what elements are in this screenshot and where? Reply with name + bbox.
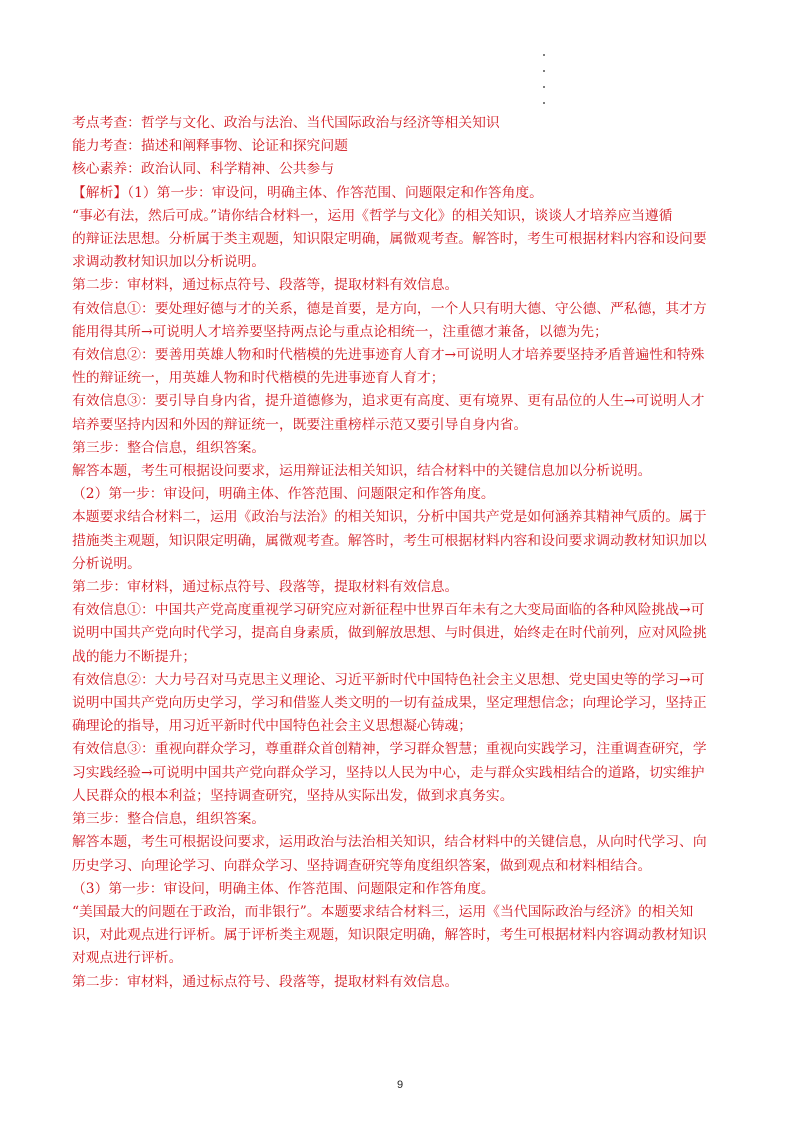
text-line: （2）第一步：审设问，明确主体、作答范围、问题限定和作答角度。 xyxy=(72,486,495,503)
text-line: 第二步：审材料，通过标点符号、段落等，提取材料有效信息。 xyxy=(72,973,459,990)
text-line: 的辩证法思想。分析属于类主观题，知识限定明确，属微观考查。解答时，考生可根据材料内容和设问要 xyxy=(72,231,707,248)
text-line: 【解析】（1）第一步：审设问，明确主体、作答范围、问题限定和作答角度。 xyxy=(72,184,543,201)
text-line: 分析说明。 xyxy=(72,555,141,572)
text-line: 培养要坚持内因和外因的辩证统一，既要注重榜样示范又要引导自身内省。 xyxy=(72,416,528,433)
text-line: 有效信息③：重视向群众学习，尊重群众首创精神，学习群众智慧；重视向实践学习，注重调查研究，学 xyxy=(72,741,707,758)
text-line: 考点考查：哲学与文化、政治与法治、当代国际政治与经济等相关知识 xyxy=(72,115,500,131)
text-line: 有效信息②：大力号召对马克思主义理论、习近平新时代中国特色社会主义思想、党史国史等的学习→可 xyxy=(72,671,705,688)
text-line: 有效信息③：要引导自身内省，提升道德修为，追求更有高度、更有境界、更有品位的人生→可说明人才 xyxy=(72,393,705,410)
text-line: 核心素养：政治认同、科学精神、公共参与 xyxy=(72,161,335,178)
text-line: 有效信息①：要处理好德与才的关系，德是首要，是方向，一个人只有明大德、守公德、严私德，其才方 xyxy=(72,300,707,317)
text-line: 习实践经验→可说明中国共产党向群众学习，坚持以人民为中心，走与群众实践相结合的道路，切实维护 xyxy=(72,764,705,781)
text-line: 本题要求结合材料二，运用《政治与法治》的相关知识，分析中国共产党是如何涵养其精神气质的。属于 xyxy=(72,509,707,526)
document-body xyxy=(72,112,732,994)
text-line: 能力考查：描述和阐释事物、论证和探究问题 xyxy=(72,138,348,155)
text-line: 第二步：审材料，通过标点符号、段落等，提取材料有效信息。 xyxy=(72,277,459,294)
header-dot-marks xyxy=(541,54,547,118)
text-line: （3）第一步：审设问，明确主体、作答范围、问题限定和作答角度。 xyxy=(72,880,495,897)
text-line: 战的能力不断提升； xyxy=(72,648,197,665)
text-line: 确理论的指导，用习近平新时代中国特色社会主义思想凝心铸魂； xyxy=(72,718,473,735)
text-line: 有效信息②：要善用英雄人物和时代楷模的先进事迹育人育才→可说明人才培养要坚持矛盾普遍性和特殊 xyxy=(72,347,705,364)
text-line: 第三步：整合信息，组织答案。 xyxy=(72,439,266,456)
text-line: 求调动教材知识加以分析说明。 xyxy=(72,254,266,271)
text-line: 对观点进行评析。 xyxy=(72,950,183,967)
dot-mark xyxy=(543,86,545,88)
dot-mark xyxy=(543,70,545,72)
text-line: “事必有法，然后可成。”请你结合材料一，运用《哲学与文化》的相关知识，谈谈人才培养应当遵循 xyxy=(72,207,673,224)
text-line: 第二步：审材料，通过标点符号、段落等，提取材料有效信息。 xyxy=(72,579,459,596)
text-line: 人民群众的根本利益；坚持调查研究，坚持从实际出发，做到求真务实。 xyxy=(72,787,514,804)
text-line: 措施类主观题，知识限定明确，属微观考查。解答时，考生可根据材料内容和设问要求调动教材知识加以 xyxy=(72,532,707,549)
text-line: 解答本题，考生可根据设问要求，运用辩证法相关知识，结合材料中的关键信息加以分析说明。 xyxy=(72,463,652,480)
text-line: 性的辩证统一，用英雄人物和时代楷模的先进事迹育人育才； xyxy=(72,370,445,387)
text-line: 能用得其所→可说明人才培养要坚持两点论与重点论相统一，注重德才兼备，以德为先； xyxy=(72,323,608,340)
dot-mark xyxy=(543,54,545,56)
dot-mark xyxy=(543,102,545,104)
text-line: 有效信息①：中国共产党高度重视学习研究应对新征程中世界百年未有之大变局面临的各种风险挑战→可 xyxy=(72,602,705,619)
text-line: 说明中国共产党向历史学习，学习和借鉴人类文明的一切有益成果，坚定理想信念；向理论学习，坚持正 xyxy=(72,695,707,712)
text-line: 历史学习、向理论学习、向群众学习、坚持调查研究等角度组织答案，做到观点和材料相结合。 xyxy=(72,857,652,874)
text-line: 解答本题，考生可根据设问要求，运用政治与法治相关知识，结合材料中的关键信息，从向时代学习、向 xyxy=(72,834,707,851)
text-line: 第三步：整合信息，组织答案。 xyxy=(72,811,266,828)
page-number: 9 xyxy=(396,1079,404,1091)
text-line: 说明中国共产党向时代学习，提高自身素质，做到解放思想、与时俱进，始终走在时代前列，应对风险挑 xyxy=(72,625,707,642)
text-line: 识，对此观点进行评析。属于评析类主观题，知识限定明确，解答时，考生可根据材料内容调动教材知识 xyxy=(72,927,707,944)
text-line: “美国最大的问题在于政治，而非银行”。本题要求结合材料三，运用《当代国际政治与经济》的相关知 xyxy=(72,903,694,920)
